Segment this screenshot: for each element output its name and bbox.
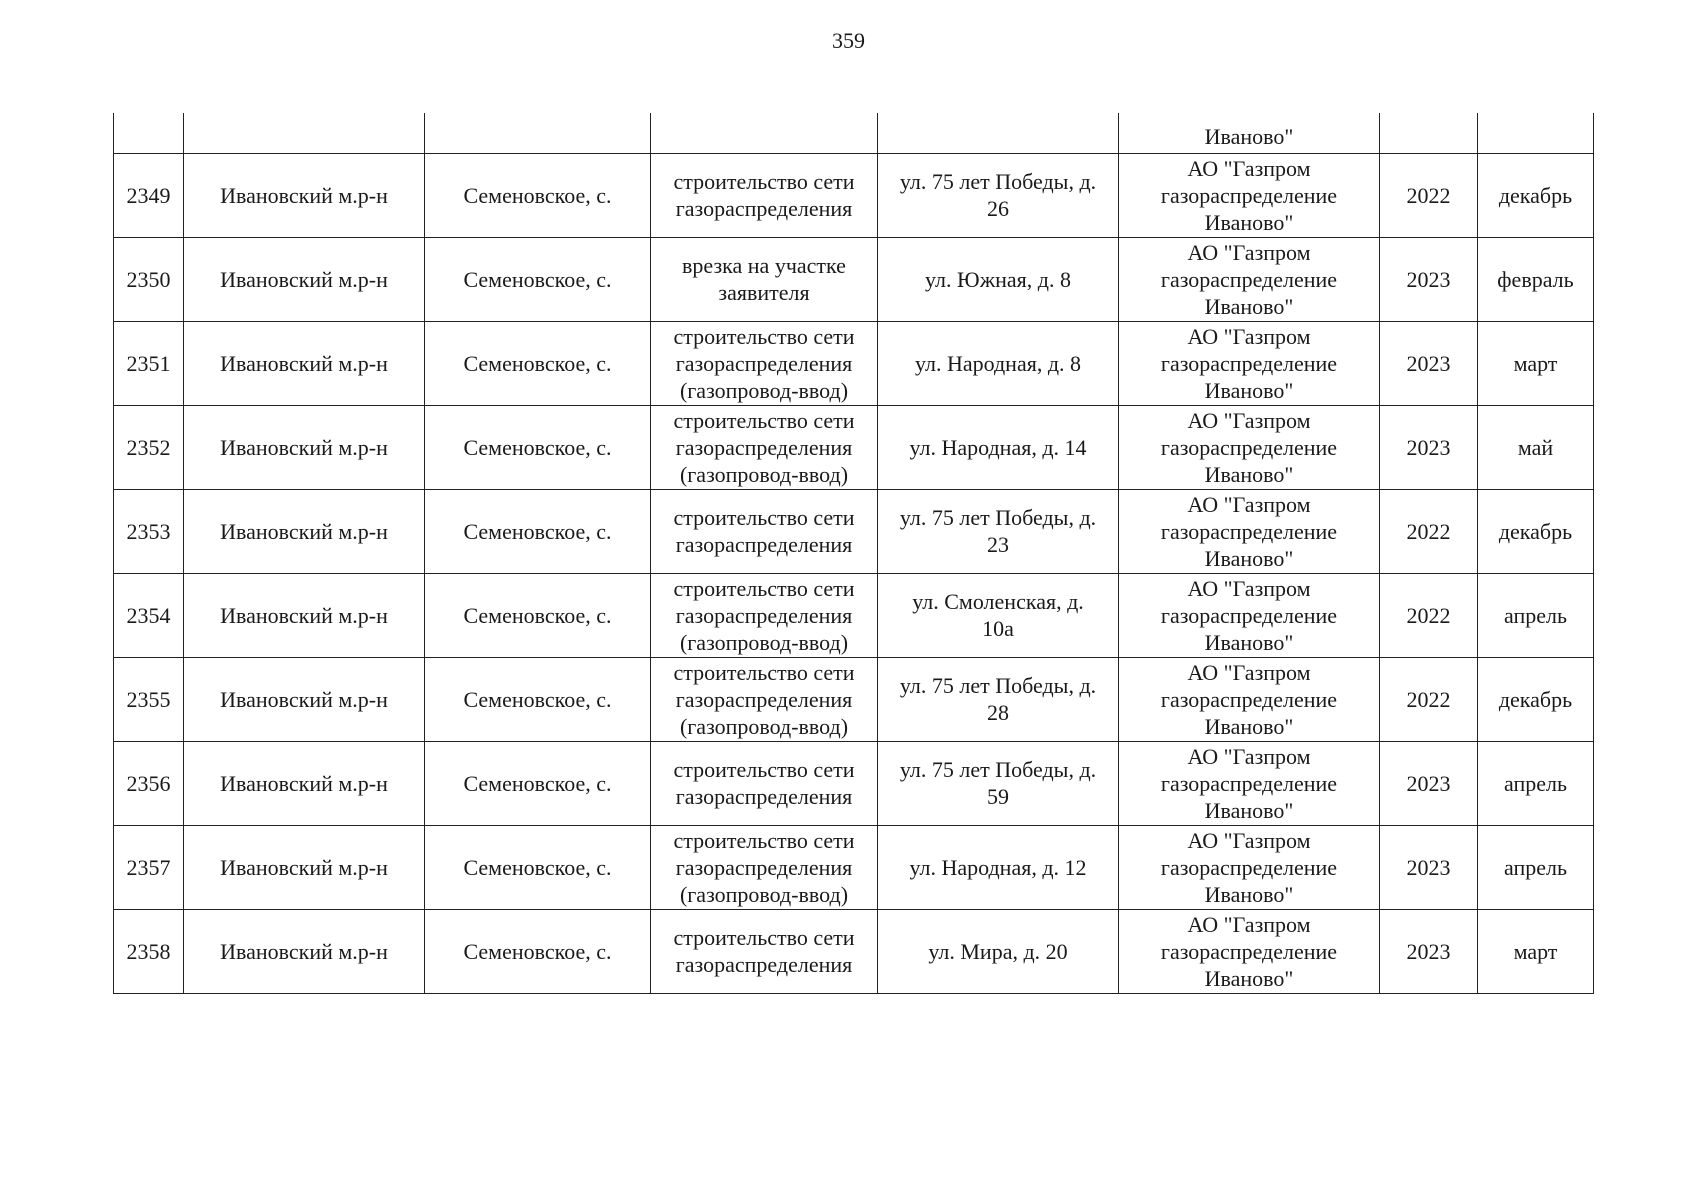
cell-month: декабрь <box>1478 489 1594 573</box>
cell-org: АО "Газпром газораспределение Иваново" <box>1119 741 1380 825</box>
cell-settlement: Семеновское, с. <box>425 573 651 657</box>
cell-num: 2353 <box>114 489 184 573</box>
cell-org: АО "Газпром газораспределение Иваново" <box>1119 489 1380 573</box>
cell-year: 2023 <box>1380 405 1478 489</box>
cell-num: 2358 <box>114 909 184 993</box>
cell-org: АО "Газпром газораспределение Иваново" <box>1119 573 1380 657</box>
cell-district: Ивановский м.р-н <box>184 825 425 909</box>
cell-district: Ивановский м.р-н <box>184 573 425 657</box>
cell-district <box>184 113 425 153</box>
table-row <box>114 321 1594 405</box>
cell-district: Ивановский м.р-н <box>184 489 425 573</box>
cell-address <box>878 113 1119 153</box>
table-row <box>114 825 1594 909</box>
cell-year: 2022 <box>1380 489 1478 573</box>
cell-settlement: Семеновское, с. <box>425 489 651 573</box>
cell-work: строительство сети газораспределения <box>651 153 878 237</box>
cell-month: февраль <box>1478 237 1594 321</box>
cell-settlement: Семеновское, с. <box>425 741 651 825</box>
cell-year: 2022 <box>1380 573 1478 657</box>
cell-work: строительство сети газораспределения <box>651 489 878 573</box>
cell-settlement: Семеновское, с. <box>425 405 651 489</box>
cell-month: декабрь <box>1478 153 1594 237</box>
table-row <box>114 573 1594 657</box>
table-row <box>114 657 1594 741</box>
cell-org: Иваново" <box>1119 113 1380 153</box>
cell-settlement: Семеновское, с. <box>425 153 651 237</box>
cell-year: 2023 <box>1380 237 1478 321</box>
gasification-schedule-table <box>113 113 1594 994</box>
table-row <box>114 237 1594 321</box>
cell-num: 2355 <box>114 657 184 741</box>
cell-address: ул. 75 лет Победы, д. 28 <box>878 657 1119 741</box>
cell-month: апрель <box>1478 825 1594 909</box>
cell-year: 2023 <box>1380 909 1478 993</box>
cell-num <box>114 113 184 153</box>
cell-district: Ивановский м.р-н <box>184 405 425 489</box>
cell-org: АО "Газпром газораспределение Иваново" <box>1119 153 1380 237</box>
continued-row <box>114 113 1594 153</box>
cell-num: 2349 <box>114 153 184 237</box>
cell-year: 2022 <box>1380 153 1478 237</box>
cell-work: строительство сети газораспределения (газопровод-ввод) <box>651 573 878 657</box>
cell-year: 2023 <box>1380 825 1478 909</box>
cell-num: 2357 <box>114 825 184 909</box>
cell-address: ул. 75 лет Победы, д. 26 <box>878 153 1119 237</box>
cell-settlement: Семеновское, с. <box>425 825 651 909</box>
cell-district: Ивановский м.р-н <box>184 657 425 741</box>
cell-month: май <box>1478 405 1594 489</box>
cell-num: 2354 <box>114 573 184 657</box>
cell-year: 2023 <box>1380 321 1478 405</box>
cell-work: строительство сети газораспределения (газопровод-ввод) <box>651 657 878 741</box>
cell-year <box>1380 113 1478 153</box>
cell-address: ул. Смоленская, д. 10а <box>878 573 1119 657</box>
cell-settlement: Семеновское, с. <box>425 657 651 741</box>
cell-district: Ивановский м.р-н <box>184 321 425 405</box>
cell-org: АО "Газпром газораспределение Иваново" <box>1119 321 1380 405</box>
cell-settlement: Семеновское, с. <box>425 237 651 321</box>
cell-address: ул. 75 лет Победы, д. 23 <box>878 489 1119 573</box>
cell-district: Ивановский м.р-н <box>184 153 425 237</box>
table-row <box>114 153 1594 237</box>
cell-settlement: Семеновское, с. <box>425 321 651 405</box>
cell-num: 2356 <box>114 741 184 825</box>
cell-month: март <box>1478 321 1594 405</box>
cell-work: врезка на участке заявителя <box>651 237 878 321</box>
cell-address: ул. Народная, д. 14 <box>878 405 1119 489</box>
cell-address: ул. Народная, д. 12 <box>878 825 1119 909</box>
table-row <box>114 909 1594 993</box>
cell-district: Ивановский м.р-н <box>184 741 425 825</box>
cell-month: апрель <box>1478 741 1594 825</box>
cell-month <box>1478 113 1594 153</box>
cell-org: АО "Газпром газораспределение Иваново" <box>1119 405 1380 489</box>
cell-org: АО "Газпром газораспределение Иваново" <box>1119 657 1380 741</box>
cell-org: АО "Газпром газораспределение Иваново" <box>1119 909 1380 993</box>
cell-address: ул. Мира, д. 20 <box>878 909 1119 993</box>
cell-num: 2351 <box>114 321 184 405</box>
cell-month: декабрь <box>1478 657 1594 741</box>
cell-work: строительство сети газораспределения (газопровод-ввод) <box>651 825 878 909</box>
cell-year: 2023 <box>1380 741 1478 825</box>
cell-district: Ивановский м.р-н <box>184 237 425 321</box>
cell-work <box>651 113 878 153</box>
table-row <box>114 405 1594 489</box>
cell-settlement <box>425 113 651 153</box>
cell-work: строительство сети газораспределения <box>651 741 878 825</box>
cell-num: 2350 <box>114 237 184 321</box>
cell-district: Ивановский м.р-н <box>184 909 425 993</box>
cell-settlement: Семеновское, с. <box>425 909 651 993</box>
cell-work: строительство сети газораспределения <box>651 909 878 993</box>
page-number: 359 <box>832 28 865 53</box>
cell-address: ул. Южная, д. 8 <box>878 237 1119 321</box>
cell-org: АО "Газпром газораспределение Иваново" <box>1119 237 1380 321</box>
table-row <box>114 741 1594 825</box>
cell-org: АО "Газпром газораспределение Иваново" <box>1119 825 1380 909</box>
cell-year: 2022 <box>1380 657 1478 741</box>
table-body <box>114 113 1594 993</box>
cell-address: ул. Народная, д. 8 <box>878 321 1119 405</box>
cell-address: ул. 75 лет Победы, д. 59 <box>878 741 1119 825</box>
table-row <box>114 489 1594 573</box>
cell-work: строительство сети газораспределения (газопровод-ввод) <box>651 405 878 489</box>
cell-num: 2352 <box>114 405 184 489</box>
cell-month: апрель <box>1478 573 1594 657</box>
cell-month: март <box>1478 909 1594 993</box>
cell-work: строительство сети газораспределения (газопровод-ввод) <box>651 321 878 405</box>
